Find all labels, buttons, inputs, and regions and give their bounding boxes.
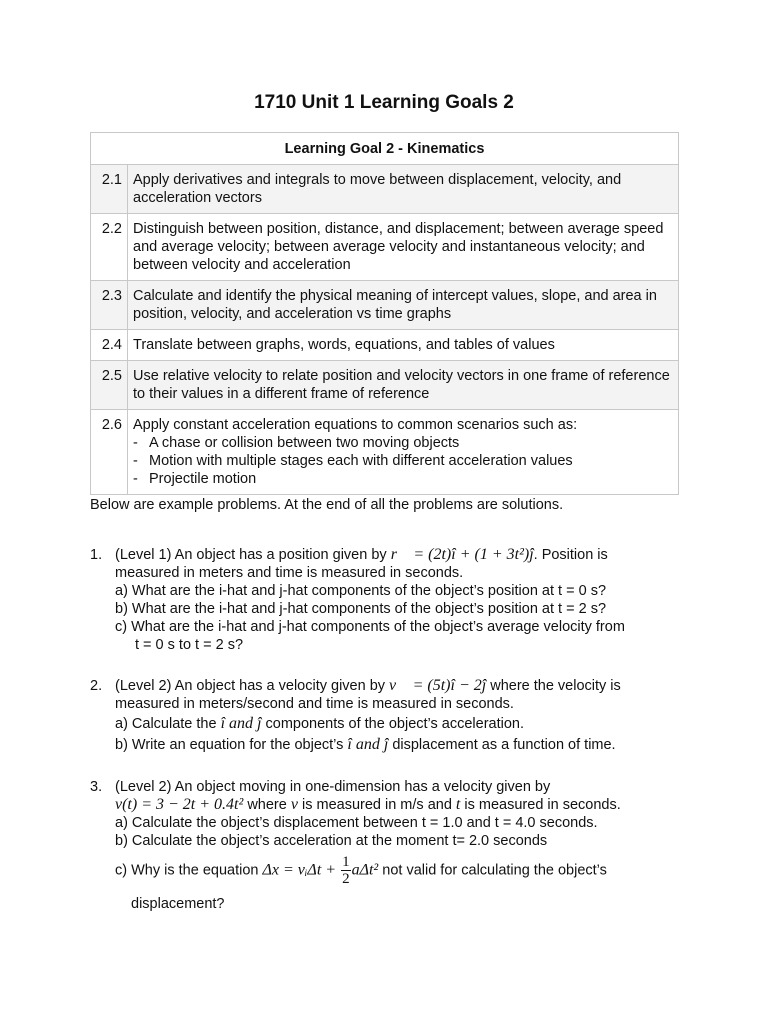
problem-number: 3.: [90, 779, 103, 795]
table-row: [91, 330, 679, 361]
question-c-cont: displacement?: [131, 896, 225, 912]
question-b: b) What are the i-hat and j-hat components of the object’s position at t = 2 s?: [115, 601, 607, 617]
question-b-pre: b) Write an equation for the object’s: [115, 737, 344, 753]
goal-text: Distinguish between position, distance, and displacement; between average speed and average velocity; between average velocity and instantaneous velocity; and between velocity and acceleration: [128, 214, 679, 281]
goal-number: 2.5: [91, 361, 128, 410]
goal-number: 2.1: [91, 165, 128, 214]
table-header-row: [91, 133, 679, 165]
problem-1: [90, 546, 680, 654]
goal-text: Calculate and identify the physical meaning of intercept values, slope, and area in position, velocity, and acceleration vs time graphs: [128, 281, 679, 330]
problem-line: measured in meters/second and time is measured in seconds.: [115, 696, 514, 712]
question-b-post: displacement as a function of time.: [392, 737, 616, 753]
unit-vectors: î and ĵ: [347, 736, 389, 753]
question-c: c) What are the i-hat and j-hat components of the object’s average velocity from: [115, 619, 625, 635]
bullet-text: Motion with multiple stages each with different acceleration values: [149, 453, 573, 469]
question-a-pre: a) Calculate the: [115, 716, 217, 732]
page-title: 1710 Unit 1 Learning Goals 2: [254, 92, 514, 113]
goal-text: Use relative velocity to relate position and velocity vectors in one frame of reference to their values in a different frame of reference: [128, 361, 679, 410]
goal-text: Translate between graphs, words, equations, and tables of values: [128, 330, 679, 361]
fraction-one-half: $\frac{1}{2}$: [342, 854, 350, 887]
intro-text: Below are example problems. At the end of all the problems are solutions.: [90, 497, 564, 513]
question-a: a) What are the i-hat and j-hat components of the object’s position at t = 0 s?: [115, 583, 607, 599]
question-b: b) Calculate the object’s acceleration at the moment t= 2.0 seconds: [115, 833, 548, 849]
problem-lead: (Level 2) An object moving in one-dimension has a velocity given by: [115, 779, 551, 795]
table-row: [91, 165, 679, 214]
goal-number: 2.6: [91, 410, 128, 495]
problem-text: is measured in m/s and: [301, 797, 452, 813]
table-row: [91, 410, 679, 495]
question-a: a) Calculate the object’s displacement between t = 1.0 and t = 4.0 seconds.: [115, 815, 598, 831]
problem-tail: where the velocity is: [490, 678, 621, 694]
problem-tail: . Position is: [533, 547, 608, 563]
goal-number: 2.3: [91, 281, 128, 330]
bullet-text: A chase or collision between two moving objects: [149, 435, 460, 451]
list-item: - Projectile motion: [133, 471, 257, 487]
problem-number: 1.: [90, 547, 103, 563]
question-a-post: components of the object’s acceleration.: [265, 716, 524, 732]
table-row: [91, 214, 679, 281]
bullet-text: Projectile motion: [149, 471, 257, 487]
problem-number: 2.: [90, 678, 103, 694]
question-c-post: not valid for calculating the object’s: [382, 862, 607, 879]
kinematic-equation: Δx = vᵢΔt +: [262, 861, 337, 879]
position-equation: r⃗ = (2t)î + (1 + 3t²)ĵ: [390, 546, 534, 563]
learning-goals-table: [90, 132, 679, 495]
problem-text: is measured in seconds.: [464, 797, 621, 813]
problem-2: [90, 677, 680, 754]
var-v: v: [290, 796, 298, 813]
problem-lead: (Level 1) An object has a position given by: [115, 547, 387, 563]
unit-vectors: î and ĵ: [220, 715, 262, 732]
question-c-cont: t = 0 s to t = 2 s?: [135, 637, 244, 653]
kinematic-equation-tail: aΔt²: [351, 861, 379, 879]
goal-text: Apply derivatives and integrals to move between displacement, velocity, and acceleration vectors: [128, 165, 679, 214]
table-row: [91, 361, 679, 410]
problem-lead: (Level 2) An object has a velocity given by: [115, 678, 386, 694]
goal-text: Apply constant acceleration equations to common scenarios such as:: [133, 417, 578, 433]
goal-cell: [128, 410, 679, 495]
question-c-pre: c) Why is the equation: [115, 862, 259, 879]
list-item: - Motion with multiple stages each with different acceleration values: [133, 453, 573, 469]
goal-number: 2.2: [91, 214, 128, 281]
problem-text: where: [247, 797, 287, 813]
velocity-equation: v⃗ = (5t)î − 2ĵ: [389, 677, 487, 694]
problem-line: measured in meters and time is measured in seconds.: [115, 565, 464, 581]
list-item: - A chase or collision between two moving objects: [133, 435, 460, 451]
table-header: Learning Goal 2 - Kinematics: [91, 133, 679, 165]
var-t: t: [455, 796, 461, 813]
table-row: [91, 281, 679, 330]
problem-3: [90, 778, 680, 913]
goal-number: 2.4: [91, 330, 128, 361]
velocity-function: v(t) = 3 − 2t + 0.4t²: [115, 796, 244, 813]
